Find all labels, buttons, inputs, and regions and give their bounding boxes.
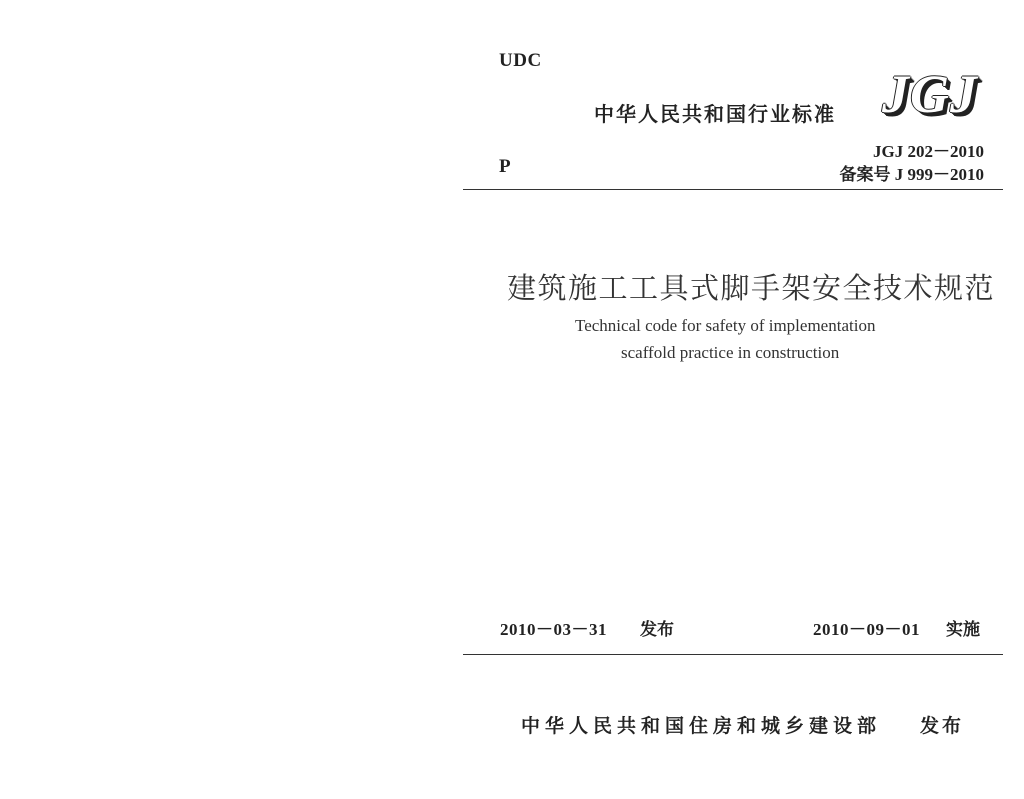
effective-date: 2010－09－01 [813,620,920,639]
publish-label: 发布 [920,715,965,737]
document-title-chinese: 建筑施工工具式脚手架安全技术规范 [507,273,996,305]
issue-label: 发布 [640,620,674,640]
jgj-logo: JGJ [882,64,978,124]
industry-standard-heading: 中华人民共和国行业标准 [594,102,836,126]
record-number: 备案号 J 999－2010 [839,165,984,184]
effective-label: 实施 [946,620,980,640]
bottom-divider [463,654,1003,655]
top-divider [463,189,1003,190]
document-title-english-line2: scaffold practice in construction [621,343,840,362]
standard-number: JGJ 202－2010 [873,142,984,161]
publisher-name: 中华人民共和国住房和城乡建设部 [521,715,882,737]
udc-label: UDC [499,50,542,71]
issue-date: 2010－03－31 [500,620,607,639]
classification-code: P [499,156,511,177]
document-title-english-line1: Technical code for safety of implementation [575,316,876,335]
